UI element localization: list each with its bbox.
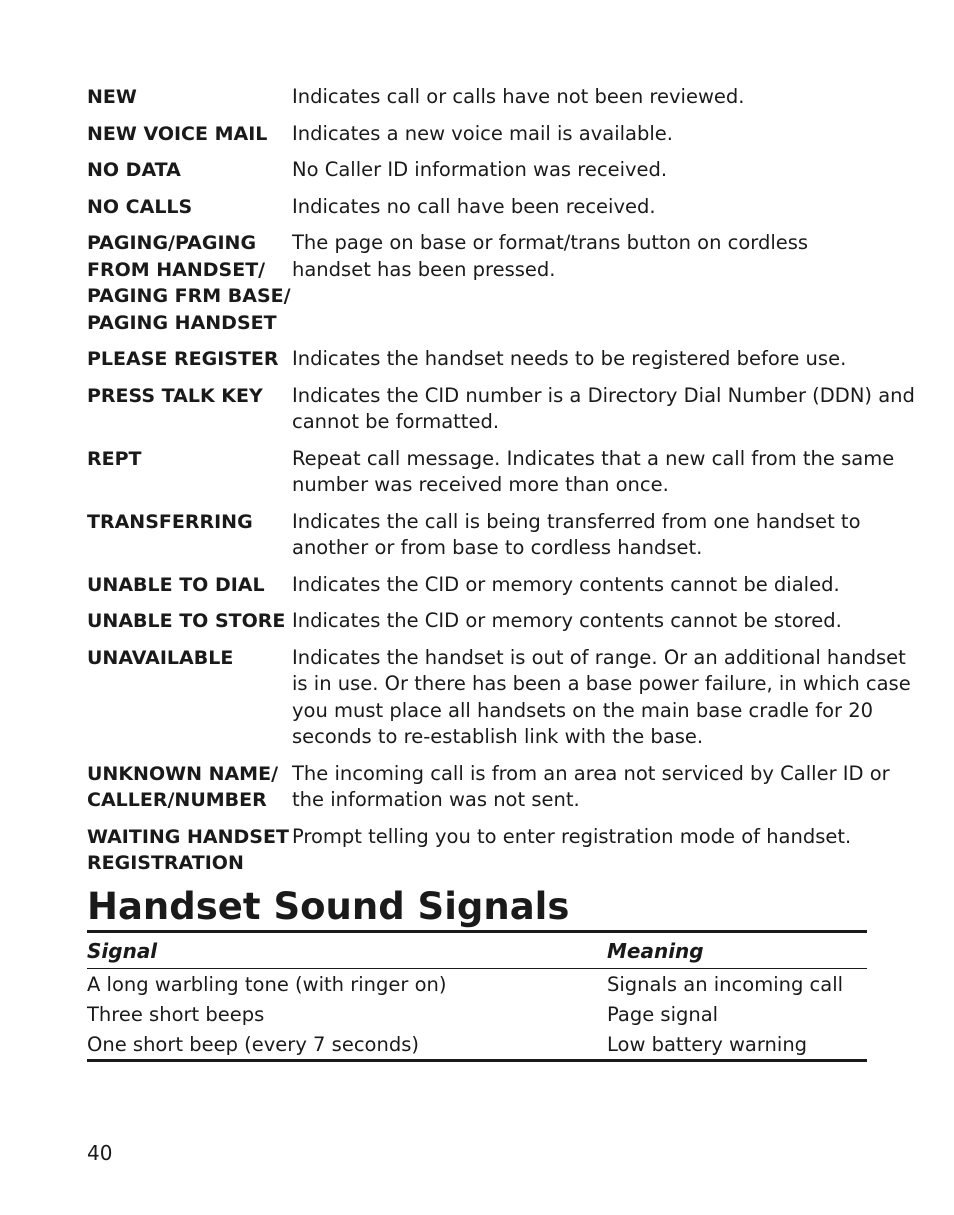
term-line: FROM HANDSET/	[87, 258, 266, 281]
description-line: Indicates the CID or memory contents cannot be stored.	[292, 609, 842, 632]
table-row	[87, 999, 867, 1029]
term-line: UNKNOWN NAME/	[87, 762, 279, 785]
description-line: No Caller ID information was received.	[292, 158, 668, 181]
description-line: The page on base or format/trans button on cordless	[292, 231, 809, 254]
definition-description	[292, 446, 894, 499]
definition-term	[87, 761, 292, 814]
term-line: UNABLE TO DIAL	[87, 573, 265, 596]
meaning-cell: Page signal	[607, 1002, 719, 1026]
description-line: Indicates the handset needs to be registered before use.	[292, 347, 847, 370]
term-line: PRESS TALK KEY	[87, 384, 263, 407]
definition-row	[87, 824, 877, 877]
description-line: Indicates the CID number is a Directory Dial Number (DDN) and	[292, 383, 915, 407]
definition-description	[292, 824, 877, 877]
definition-description	[292, 572, 877, 599]
description-line: handset has been pressed.	[292, 257, 556, 281]
definition-row	[87, 121, 877, 148]
definition-description	[292, 509, 877, 562]
description-line: Indicates the call is being transferred from one handset to	[292, 509, 861, 533]
page-number: 40	[87, 1141, 113, 1165]
definition-description	[292, 230, 877, 336]
definition-term	[87, 346, 292, 373]
definition-row	[87, 572, 877, 599]
description-line: you must place all handsets on the main base cradle for 20	[292, 698, 874, 722]
header-signal: Signal	[87, 938, 158, 963]
definition-term	[87, 446, 292, 499]
meaning-cell: Low battery warning	[607, 1032, 808, 1056]
description-line: the information was not sent.	[292, 788, 580, 811]
term-line: PAGING FRM BASE/	[87, 285, 291, 307]
description-line: Repeat call message. Indicates that a new call from the same	[292, 446, 895, 470]
definition-row	[87, 230, 877, 336]
term-line: TRANSFERRING	[87, 510, 253, 533]
description-line: Indicates no call have been received.	[292, 194, 656, 218]
term-line: UNABLE TO STORE	[87, 610, 286, 632]
signal-cell: One short beep (every 7 seconds)	[87, 1032, 419, 1056]
definition-term	[87, 194, 292, 221]
description-line: Indicates the CID or memory contents cannot be dialed.	[292, 572, 840, 596]
description-line: Indicates the handset is out of range. Or an additional handset	[292, 645, 906, 669]
term-line: NEW VOICE MAIL	[87, 122, 268, 145]
term-line: PAGING HANDSET	[87, 311, 277, 334]
definition-term	[87, 230, 292, 336]
term-line: REGISTRATION	[87, 852, 244, 874]
definitions-list	[87, 84, 915, 887]
term-line: WAITING HANDSET	[87, 825, 289, 848]
description-line: is in use. Or there has been a base power failure, in which case	[292, 672, 911, 695]
definition-row	[87, 608, 877, 635]
description-line: cannot be formatted.	[292, 410, 500, 433]
term-line: REPT	[87, 447, 142, 470]
description-line: seconds to re-establish link with the base.	[292, 725, 704, 748]
description-line: Indicates a new voice mail is available.	[292, 121, 674, 145]
definition-term	[87, 645, 292, 751]
description-line: Indicates call or calls have not been reviewed.	[292, 85, 745, 108]
definition-description	[292, 121, 877, 148]
signal-cell: Three short beeps	[87, 1002, 265, 1026]
definition-row	[87, 383, 915, 436]
definition-term	[87, 84, 292, 111]
table-row	[87, 1029, 867, 1059]
definition-term	[87, 608, 292, 635]
definition-description	[292, 194, 877, 221]
sound-signals-table	[87, 930, 867, 1062]
definition-row	[87, 84, 877, 111]
section-title: Handset Sound Signals	[87, 885, 570, 928]
definition-row	[87, 194, 877, 221]
definition-term	[87, 157, 292, 184]
description-line: another or from base to cordless handset.	[292, 536, 703, 559]
definition-row	[87, 645, 911, 751]
term-line: PAGING/PAGING	[87, 232, 257, 254]
definition-description	[292, 84, 877, 111]
definition-description	[292, 761, 890, 814]
signal-cell: A long warbling tone (with ringer on)	[87, 972, 447, 996]
term-line: NO DATA	[87, 159, 181, 181]
definition-term	[87, 383, 292, 436]
definition-term	[87, 509, 292, 562]
term-line: NEW	[87, 86, 137, 108]
table-body	[87, 969, 867, 1059]
definition-row	[87, 446, 895, 499]
description-line: The incoming call is from an area not serviced by Caller ID or	[292, 761, 890, 785]
definition-description	[292, 608, 877, 635]
definition-term	[87, 121, 292, 148]
term-line: CALLER/NUMBER	[87, 789, 267, 811]
definition-row	[87, 509, 877, 562]
definition-description	[292, 645, 911, 751]
description-line: Prompt telling you to enter registration mode of handset.	[292, 824, 852, 848]
description-line: number was received more than once.	[292, 473, 669, 496]
term-line: UNAVAILABLE	[87, 646, 234, 669]
definition-term	[87, 572, 292, 599]
term-line: PLEASE REGISTER	[87, 348, 279, 370]
table-row	[87, 969, 867, 999]
definition-description	[292, 383, 915, 436]
definition-row	[87, 761, 890, 814]
meaning-cell: Signals an incoming call	[607, 972, 844, 996]
definition-row	[87, 346, 877, 373]
definition-term	[87, 824, 292, 877]
header-meaning: Meaning	[607, 938, 704, 963]
term-line: NO CALLS	[87, 195, 193, 218]
definition-description	[292, 346, 877, 373]
table-header	[87, 933, 867, 969]
definition-description	[292, 157, 877, 184]
definition-row	[87, 157, 877, 184]
